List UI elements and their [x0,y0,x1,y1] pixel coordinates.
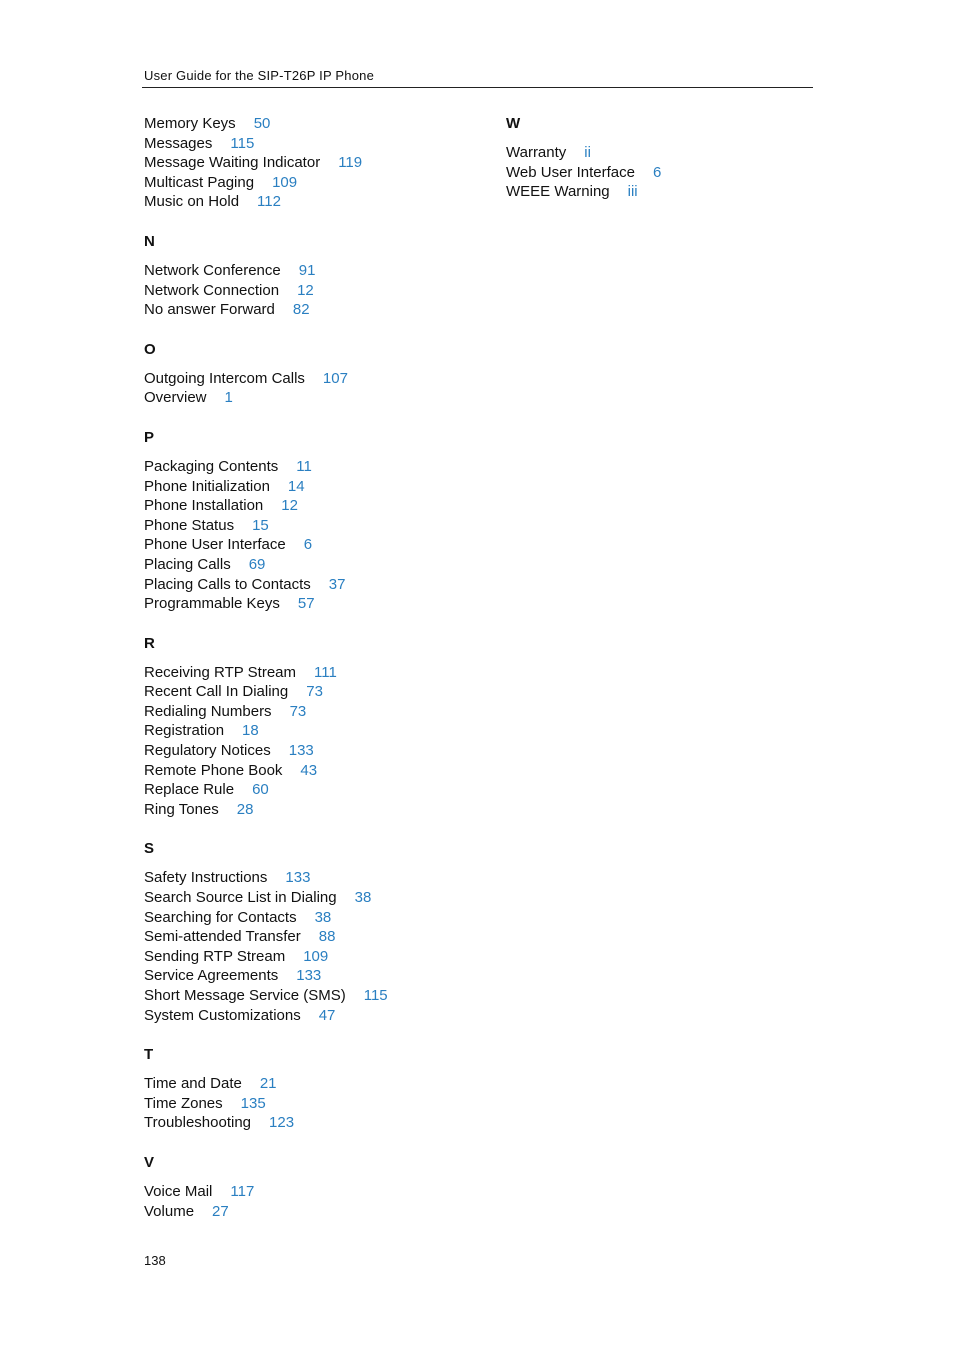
index-entry [144,761,484,781]
index-term: Packaging Contents [144,457,279,475]
index-entry [144,1202,484,1222]
page-reference-link[interactable]: 133 [288,742,314,760]
page-reference-link[interactable]: 27 [212,1202,229,1220]
index-entry [144,114,484,134]
index-section [144,232,484,320]
index-term: Time Zones [144,1094,223,1112]
page-reference-link[interactable]: 12 [281,497,298,515]
index-term: Search Source List in Dialing [144,889,337,907]
index-term: Recent Call In Dialing [144,683,289,701]
page-reference-link[interactable]: 119 [338,154,363,172]
index-entry [144,966,484,986]
index-entry [144,986,484,1006]
index-entry [144,496,484,516]
index-section [144,634,484,820]
index-term: Redialing Numbers [144,702,272,720]
index-entry [144,300,484,320]
page-reference-link[interactable]: iii [627,183,638,201]
page-reference-link[interactable]: 111 [314,663,337,681]
index-term: Time and Date [144,1075,242,1093]
index-term: Short Message Service (SMS) [144,987,346,1004]
page-reference-link[interactable]: 6 [303,536,313,554]
index-entry [144,908,484,928]
index-entry [144,682,484,702]
page-reference-link[interactable]: ii [584,144,591,161]
index-entry [144,702,484,722]
index-column-right [506,114,806,202]
page-number: 138 [144,1253,166,1268]
index-entry [506,182,806,202]
index-term: Multicast Paging [144,173,255,191]
index-term: Sending RTP Stream [144,947,286,965]
page-reference-link[interactable]: 18 [242,722,259,740]
page-reference-link[interactable]: 115 [363,987,388,1004]
page-reference-link[interactable]: 115 [230,134,255,152]
index-term: Phone Status [144,516,235,534]
page-reference-link[interactable]: 91 [298,261,316,279]
index-section [144,839,484,1025]
page-reference-link[interactable]: 109 [272,173,298,191]
index-section [506,114,806,202]
page-reference-link[interactable]: 50 [253,115,271,132]
index-entry [506,143,806,163]
page-reference-link[interactable]: 37 [328,575,346,593]
page-reference-link[interactable]: 38 [354,889,372,907]
section-letter: W [506,115,521,132]
page-reference-link[interactable]: 135 [240,1094,266,1112]
index-entry [144,721,484,741]
index-entry [144,663,484,683]
index-section [144,1045,484,1133]
index-term: Network Conference [144,261,281,279]
section-letter: R [144,634,155,652]
index-term: Message Waiting Indicator [144,154,321,172]
index-entry [144,800,484,820]
page-reference-link[interactable]: 112 [257,193,281,211]
section-letter: N [144,232,155,250]
page-reference-link[interactable]: 21 [259,1075,277,1093]
index-term: Voice Mail [144,1182,213,1200]
index-entry [144,457,484,477]
index-term: WEEE Warning [506,183,610,201]
index-entry [144,888,484,908]
index-entry [144,281,484,301]
index-term: Regulatory Notices [144,742,271,760]
index-term: Replace Rule [144,781,235,799]
index-term: Music on Hold [144,193,240,211]
index-entry [144,134,484,154]
index-term: Network Connection [144,281,280,299]
page-reference-link[interactable]: 12 [297,281,314,299]
page-reference-link[interactable]: 28 [236,800,254,818]
index-entry [144,388,484,408]
page-reference-link[interactable]: 73 [289,702,307,720]
index-entry [506,163,806,183]
index-entry [144,477,484,497]
page-reference-link[interactable]: 1 [224,389,233,407]
running-header: User Guide for the SIP-T26P IP Phone [144,68,375,83]
index-entry [144,927,484,947]
index-term: Receiving RTP Stream [144,663,297,681]
page-reference-link[interactable]: 15 [252,516,269,534]
index-term: Remote Phone Book [144,761,283,779]
index-term: Web User Interface [506,163,635,181]
page-reference-link[interactable]: 6 [652,163,662,181]
index-entry [144,1094,484,1114]
index-term: Registration [144,722,225,740]
index-entry [144,192,484,212]
index-term: Placing Calls [144,555,231,573]
index-section [144,340,484,408]
page-reference-link[interactable]: 47 [318,1006,336,1024]
index-term: Troubleshooting [144,1114,252,1132]
page-reference-link[interactable]: 82 [292,301,310,319]
page-reference-link[interactable]: 14 [287,477,305,495]
index-term: Searching for Contacts [144,908,297,926]
section-letter: S [144,840,155,858]
index-entry [144,535,484,555]
index-entry [144,516,484,536]
page-reference-link[interactable]: 109 [303,947,329,965]
index-term: Phone Initialization [144,477,270,495]
index-entry [144,261,484,281]
index-term: No answer Forward [144,301,275,319]
index-entry [144,369,484,389]
header-divider [142,87,813,88]
index-entry [144,594,484,614]
index-term: Volume [144,1202,195,1220]
index-term: Semi-attended Transfer [144,928,301,946]
page-reference-link[interactable]: 73 [306,683,323,701]
index-column-left [144,114,484,1221]
page-reference-link[interactable]: 38 [314,908,332,926]
page-reference-link[interactable]: 57 [297,595,315,613]
page-reference-link[interactable]: 117 [230,1182,255,1200]
index-entry [144,780,484,800]
page-reference-link[interactable]: 123 [269,1114,295,1132]
page-reference-link[interactable]: 60 [252,781,269,799]
page-reference-link[interactable]: 11 [296,457,312,475]
index-term: Overview [144,389,207,407]
index-term: Memory Keys [144,115,236,132]
index-term: Programmable Keys [144,595,280,613]
index-section [144,114,484,212]
index-entry [144,1006,484,1026]
index-entry [144,1074,484,1094]
index-term: Outgoing Intercom Calls [144,369,305,387]
index-term: Messages [144,134,213,152]
index-section [144,1153,484,1221]
page-reference-link[interactable]: 133 [285,869,311,887]
index-term: Warranty [506,144,567,161]
index-term: Safety Instructions [144,869,268,887]
section-letter: V [144,1153,155,1171]
page-reference-link[interactable]: 107 [322,369,348,387]
index-section [144,428,484,614]
index-entry [144,1182,484,1202]
index-entry [144,173,484,193]
index-entry [144,1113,484,1133]
index-term: System Customizations [144,1006,301,1024]
index-term: Ring Tones [144,800,219,818]
index-entry [144,868,484,888]
index-entry [144,947,484,967]
page-reference-link[interactable]: 69 [248,555,266,573]
index-entry [144,741,484,761]
index-entry [144,555,484,575]
index-entry [144,575,484,595]
page-reference-link[interactable]: 43 [300,761,318,779]
index-term: Phone User Interface [144,536,286,554]
index-term: Placing Calls to Contacts [144,575,311,593]
index-term: Service Agreements [144,967,279,985]
index-term: Phone Installation [144,497,264,515]
section-letter: T [144,1046,154,1064]
page-reference-link[interactable]: 133 [296,967,322,985]
page-reference-link[interactable]: 88 [318,928,336,946]
section-letter: O [144,340,156,358]
index-entry [144,153,484,173]
section-letter: P [144,428,155,446]
